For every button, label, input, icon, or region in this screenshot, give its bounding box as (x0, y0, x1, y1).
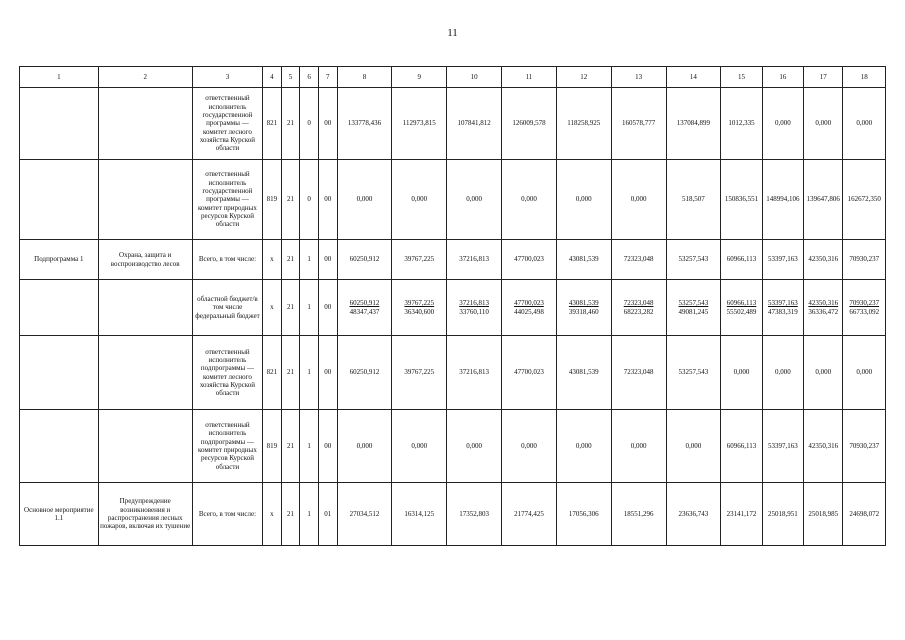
amount-cell: 39767,225 (392, 240, 447, 280)
program-status-cell: Основное мероприятие 1.1 (20, 483, 99, 546)
amount-cell: 0,000 (804, 88, 843, 160)
amount-cell: 160578,777 (611, 88, 666, 160)
federal-budget-value: 48347,437 (349, 307, 380, 316)
federal-budget-value: 36340,600 (404, 307, 435, 316)
amount-cell (337, 280, 392, 336)
event-code-cell: 00 (318, 336, 337, 410)
amount-cell: 17056,306 (556, 483, 611, 546)
amount-cell: 25018,985 (804, 483, 843, 546)
federal-budget-value: 49081,245 (678, 307, 709, 316)
table-row (20, 483, 886, 546)
column-header-10: 10 (447, 67, 502, 88)
subprogram-code-cell: 1 (300, 336, 319, 410)
table-row (20, 240, 886, 280)
grbs-code-cell: х (263, 280, 282, 336)
amount-cell (721, 280, 762, 336)
subprogram-code-cell: 1 (300, 483, 319, 546)
amount-cell: 23636,743 (666, 483, 721, 546)
program-name-cell: Охрана, защита и воспроизводство лесов (98, 240, 192, 280)
amount-cell: 107841,812 (447, 88, 502, 160)
amount-cell: 0,000 (666, 410, 721, 483)
program-status-cell (20, 88, 99, 160)
federal-budget-value: 36336,472 (808, 307, 839, 316)
amount-cell: 60250,912 (337, 336, 392, 410)
event-code-cell: 00 (318, 410, 337, 483)
column-header-14: 14 (666, 67, 721, 88)
amount-cell: 118258,925 (556, 88, 611, 160)
amount-cell: 148994,106 (762, 160, 803, 240)
table-row (20, 160, 886, 240)
amount-cell (502, 280, 557, 336)
page-number: 11 (447, 27, 458, 39)
header-row (20, 67, 886, 88)
amount-cell: 162672,350 (843, 160, 886, 240)
amount-cell: 53257,543 (666, 240, 721, 280)
column-header-9: 9 (392, 67, 447, 88)
amount-cell: 70930,237 (843, 240, 886, 280)
grbs-code-cell: 819 (263, 410, 282, 483)
column-header-1: 1 (20, 67, 99, 88)
program-status-cell (20, 336, 99, 410)
regional-budget-value: 47700,023 (514, 299, 544, 308)
amount-cell (611, 280, 666, 336)
column-header-18: 18 (843, 67, 886, 88)
responsible-executor-cell: ответственный исполнитель подпрограммы — комитет природных ресурсов Курской области (192, 410, 262, 483)
column-header-3: 3 (192, 67, 262, 88)
amount-cell: 53257,543 (666, 336, 721, 410)
amount-cell: 150836,551 (721, 160, 762, 240)
amount-cell: 0,000 (556, 410, 611, 483)
responsible-executor-cell: ответственный исполнитель государственной программы — комитет лесного хозяйства Курской области (192, 88, 262, 160)
regional-budget-value: 60250,912 (349, 299, 380, 308)
column-header-4: 4 (263, 67, 282, 88)
amount-cell: 23141,172 (721, 483, 762, 546)
amount-cell: 70930,237 (843, 410, 886, 483)
amount-cell: 518,507 (666, 160, 721, 240)
amount-cell: 53397,163 (762, 410, 803, 483)
amount-cell: 37216,813 (447, 336, 502, 410)
program-code-cell: 21 (281, 336, 300, 410)
regional-budget-value: 53397,163 (768, 299, 798, 308)
federal-budget-value: 44025,498 (514, 307, 544, 316)
program-name-cell (98, 160, 192, 240)
responsible-executor-cell: ответственный исполнитель государственной программы — комитет природных ресурсов Курской области (192, 160, 262, 240)
amount-cell (392, 280, 447, 336)
amount-cell: 42350,316 (804, 240, 843, 280)
program-status-cell (20, 160, 99, 240)
subprogram-code-cell: 1 (300, 240, 319, 280)
grbs-code-cell: х (263, 483, 282, 546)
amount-cell: 25018,951 (762, 483, 803, 546)
responsible-executor-cell: областной бюджет/в том числе федеральный бюджет (192, 280, 262, 336)
program-status-cell (20, 410, 99, 483)
amount-cell: 16314,125 (392, 483, 447, 546)
amount-cell: 126009,578 (502, 88, 557, 160)
column-header-12: 12 (556, 67, 611, 88)
column-header-16: 16 (762, 67, 803, 88)
amount-cell: 0,000 (611, 410, 666, 483)
grbs-code-cell: 821 (263, 88, 282, 160)
budget-table (19, 66, 886, 546)
amount-cell: 1012,335 (721, 88, 762, 160)
program-status-cell: Подпрограмма 1 (20, 240, 99, 280)
column-header-17: 17 (804, 67, 843, 88)
amount-cell: 47700,023 (502, 336, 557, 410)
amount-cell (804, 280, 843, 336)
amount-cell: 42350,316 (804, 410, 843, 483)
event-code-cell: 00 (318, 280, 337, 336)
amount-cell: 0,000 (502, 160, 557, 240)
regional-budget-value: 53257,543 (678, 299, 709, 308)
program-name-cell (98, 88, 192, 160)
column-header-5: 5 (281, 67, 300, 88)
regional-budget-value: 37216,813 (459, 299, 489, 308)
table-row (20, 336, 886, 410)
amount-cell: 72323,048 (611, 240, 666, 280)
amount-cell: 0,000 (804, 336, 843, 410)
regional-budget-value: 70930,237 (849, 299, 880, 308)
amount-cell: 60966,113 (721, 410, 762, 483)
regional-budget-value: 43081,539 (568, 299, 599, 308)
amount-cell: 0,000 (762, 336, 803, 410)
amount-cell: 0,000 (843, 336, 886, 410)
amount-cell: 37216,813 (447, 240, 502, 280)
amount-cell: 18551,296 (611, 483, 666, 546)
amount-cell: 47700,023 (502, 240, 557, 280)
amount-cell: 0,000 (502, 410, 557, 483)
program-name-cell (98, 410, 192, 483)
regional-budget-value: 60966,113 (726, 299, 757, 308)
program-name-cell (98, 336, 192, 410)
column-header-2: 2 (98, 67, 192, 88)
federal-budget-value: 39318,460 (568, 307, 599, 316)
responsible-executor-cell: Всего, в том числе: (192, 483, 262, 546)
amount-cell (843, 280, 886, 336)
subprogram-code-cell: 0 (300, 160, 319, 240)
column-header-6: 6 (300, 67, 319, 88)
amount-cell: 24698,072 (843, 483, 886, 546)
amount-cell: 39767,225 (392, 336, 447, 410)
amount-cell: 133778,436 (337, 88, 392, 160)
amount-cell: 0,000 (392, 160, 447, 240)
subprogram-code-cell: 1 (300, 410, 319, 483)
amount-cell: 0,000 (447, 410, 502, 483)
responsible-executor-cell: Всего, в том числе: (192, 240, 262, 280)
amount-cell (762, 280, 803, 336)
subprogram-code-cell: 1 (300, 280, 319, 336)
amount-cell (666, 280, 721, 336)
amount-cell: 0,000 (721, 336, 762, 410)
column-header-11: 11 (502, 67, 557, 88)
grbs-code-cell: 821 (263, 336, 282, 410)
amount-cell: 0,000 (843, 88, 886, 160)
amount-cell: 0,000 (611, 160, 666, 240)
federal-budget-value: 55502,489 (726, 307, 757, 316)
program-code-cell: 21 (281, 280, 300, 336)
column-header-7: 7 (318, 67, 337, 88)
amount-cell: 21774,425 (502, 483, 557, 546)
event-code-cell: 00 (318, 240, 337, 280)
table-row (20, 410, 886, 483)
program-name-cell: Предупреждение возникновения и распространения лесных пожаров, включая их тушение (98, 483, 192, 546)
column-header-13: 13 (611, 67, 666, 88)
table-row (20, 88, 886, 160)
regional-budget-value: 72323,048 (623, 299, 654, 308)
grbs-code-cell: 819 (263, 160, 282, 240)
amount-cell: 112973,815 (392, 88, 447, 160)
program-code-cell: 21 (281, 410, 300, 483)
program-code-cell: 21 (281, 240, 300, 280)
amount-cell: 17352,803 (447, 483, 502, 546)
amount-cell: 60250,912 (337, 240, 392, 280)
regional-budget-value: 39767,225 (404, 299, 435, 308)
amount-cell: 0,000 (337, 410, 392, 483)
program-code-cell: 21 (281, 160, 300, 240)
amount-cell: 72323,048 (611, 336, 666, 410)
amount-cell: 0,000 (447, 160, 502, 240)
grbs-code-cell: х (263, 240, 282, 280)
responsible-executor-cell: ответственный исполнитель подпрограммы — комитет лесного хозяйства Курской области (192, 336, 262, 410)
program-code-cell: 21 (281, 483, 300, 546)
amount-cell: 0,000 (556, 160, 611, 240)
event-code-cell: 00 (318, 160, 337, 240)
amount-cell: 60966,113 (721, 240, 762, 280)
subprogram-code-cell: 0 (300, 88, 319, 160)
column-header-15: 15 (721, 67, 762, 88)
federal-budget-value: 47383,319 (768, 307, 798, 316)
column-header-8: 8 (337, 67, 392, 88)
amount-cell: 137084,899 (666, 88, 721, 160)
amount-cell: 27034,512 (337, 483, 392, 546)
regional-budget-value: 42350,316 (808, 299, 839, 308)
table-row (20, 280, 886, 336)
federal-budget-value: 33760,110 (459, 307, 489, 316)
amount-cell: 0,000 (762, 88, 803, 160)
program-status-cell (20, 280, 99, 336)
amount-cell: 139647,806 (804, 160, 843, 240)
amount-cell: 43081,539 (556, 336, 611, 410)
event-code-cell: 00 (318, 88, 337, 160)
amount-cell: 43081,539 (556, 240, 611, 280)
program-name-cell (98, 280, 192, 336)
amount-cell (556, 280, 611, 336)
federal-budget-value: 66733,092 (849, 307, 880, 316)
federal-budget-value: 68223,282 (623, 307, 654, 316)
amount-cell: 0,000 (392, 410, 447, 483)
amount-cell: 0,000 (337, 160, 392, 240)
amount-cell: 53397,163 (762, 240, 803, 280)
event-code-cell: 01 (318, 483, 337, 546)
program-code-cell: 21 (281, 88, 300, 160)
amount-cell (447, 280, 502, 336)
